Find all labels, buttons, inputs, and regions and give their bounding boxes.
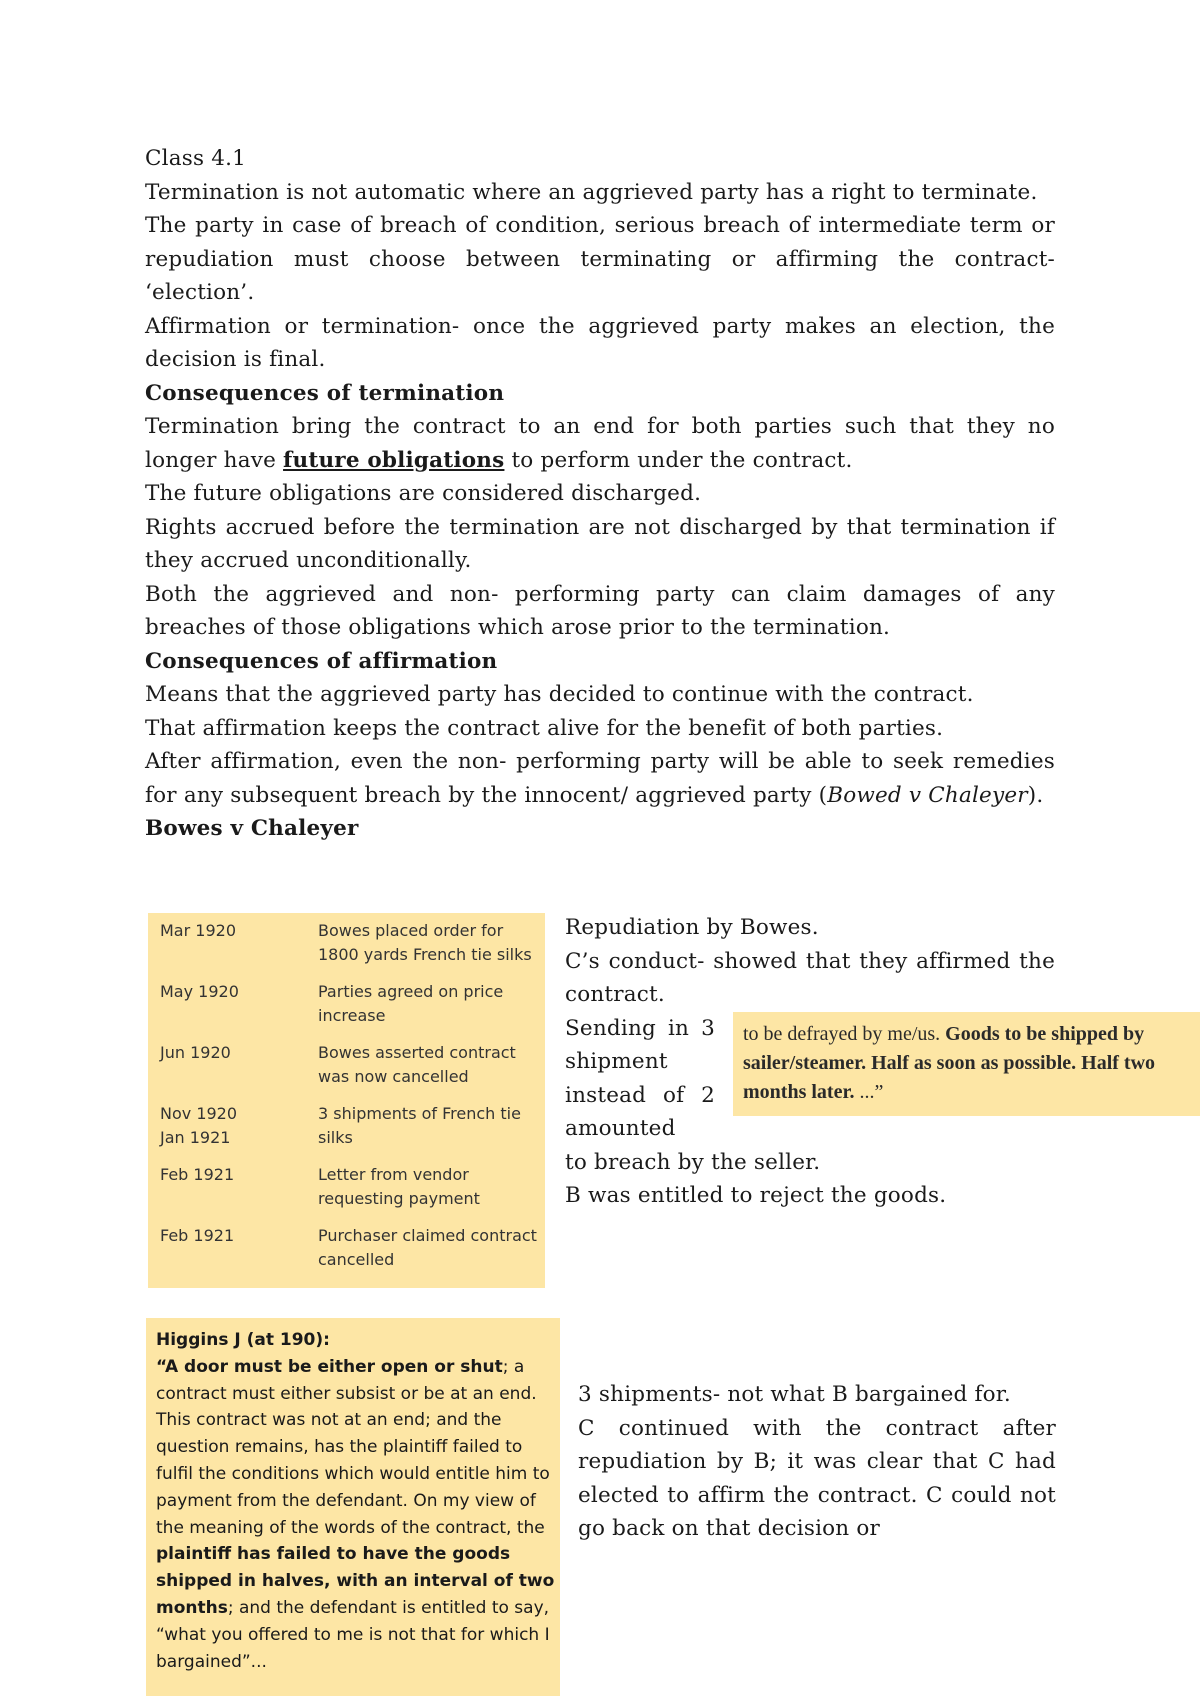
timeline-date: May 1920 [160, 982, 239, 1001]
timeline-event: Purchaser claimed contract cancelled [318, 1226, 537, 1269]
case-timeline [148, 913, 545, 1288]
termination-paragraph-4: Both the aggrieved and non- performing party can claim damages of any breaches of those obligations which arose prior to the termination. [145, 581, 1055, 640]
excerpt-shipping-terms: Goods to be shipped by sailer/steamer. Half as soon as possible. Half two months later. [743, 1023, 1156, 1103]
judicial-quote [146, 1318, 560, 1696]
analysis-note-1: 3 shipments- not what B bargained for. [578, 1382, 1011, 1407]
case-note-2: C’s conduct- showed that they affirmed the contract. [565, 948, 1055, 1007]
termination-text-end: to perform under the contract. [504, 447, 853, 473]
intro-paragraph-2: The party in case of breach of condition, serious breach of intermediate term or repudiation must choose between terminating or affirming the contract- ‘election’. [145, 213, 1055, 305]
timeline-date: Feb 1921 [160, 1165, 235, 1184]
quote-text-2: ; and the defendant is entitled to say, “what you offered to me is not that for which I bargained”... [156, 1597, 550, 1672]
quote-title: Higgins J (at 190): [156, 1330, 330, 1350]
analysis-notes [578, 1378, 1056, 1546]
termination-text-start: Termination bring the contract to an end for both parties such that they no longer have [145, 414, 1055, 473]
termination-paragraph-2: The future obligations are considered discharged. [145, 481, 702, 506]
affirmation-paragraph-1: Means that the aggrieved party has decided to continue with the contract. [145, 682, 974, 707]
affirmation-heading: Consequences of affirmation [145, 648, 498, 674]
termination-paragraph-1 [145, 410, 1055, 477]
main-text [145, 142, 1055, 846]
case-note-3: Sending in 3 shipment instead of 2 amounted [565, 1015, 715, 1141]
case-citation: Bowed v Chaleyer [827, 782, 1028, 808]
quote-bold-1: “A door must be either open or shut [156, 1356, 503, 1377]
case-note-1: Repudiation by Bowes. [565, 915, 819, 940]
timeline-date: Nov 1920 Jan 1921 [160, 1104, 238, 1147]
future-obligations-emphasis: future obligations [283, 447, 505, 473]
quote-text-1: ; a contract must either subsist or be at an end. This contract was not at an end; and the question remains, has the plaintiff failed to fulfil the conditions which would entitle him to payment from the defendant. On my view of the meaning of the words of the contract, the [156, 1356, 550, 1538]
class-title: Class 4.1 [145, 146, 247, 171]
timeline-date: Jun 1920 [160, 1043, 231, 1062]
timeline-event: Parties agreed on price increase [318, 982, 504, 1025]
timeline-event: 3 shipments of French tie silks [318, 1104, 521, 1147]
timeline-date: Feb 1921 [160, 1226, 235, 1245]
timeline-event: Bowes placed order for 1800 yards French tie silks [318, 921, 532, 964]
case-note-4: to breach by the seller. [565, 1149, 821, 1175]
timeline-event: Letter from vendor requesting payment [318, 1165, 480, 1208]
termination-heading: Consequences of termination [145, 380, 505, 406]
quote-body [156, 1354, 560, 1676]
termination-paragraph-3: Rights accrued before the termination are not discharged by that termination if they accrued unconditionally. [145, 514, 1055, 573]
affirmation-paragraph-3 [145, 745, 1055, 812]
timeline-event: Bowes asserted contract was now cancelled [318, 1043, 516, 1086]
case-note-5: B was entitled to reject the goods. [565, 1183, 947, 1208]
excerpt-text-end: ...” [854, 1081, 884, 1103]
affirmation-paragraph-2: That affirmation keeps the contract alive for the benefit of both parties. [145, 715, 944, 741]
excerpt-text-start: to be defrayed by me/us. [743, 1023, 946, 1045]
intro-paragraph-3: Affirmation or termination- once the aggrieved party makes an election, the decision is final. [145, 313, 1055, 372]
case-heading: Bowes v Chaleyer [145, 816, 359, 841]
timeline-date: Mar 1920 [160, 921, 236, 940]
affirmation-text-start: After affirmation, even the non- performing party will be able to seek remedies for any subsequent breach by the innocent/ aggrieved party ( [145, 749, 1055, 808]
quote-bold-2: plaintiff has failed to have the goods shipped in halves, with an interval of two months [156, 1544, 555, 1618]
analysis-note-2: C continued with the contract after repudiation by B; it was clear that C had elected to affirm the contract. C could not go back on that decision or [578, 1415, 1056, 1541]
intro-paragraph-1: Termination is not automatic where an aggrieved party has a right to terminate. [145, 179, 1038, 205]
contract-excerpt [733, 1012, 1200, 1116]
affirmation-text-end: ). [1027, 782, 1044, 808]
